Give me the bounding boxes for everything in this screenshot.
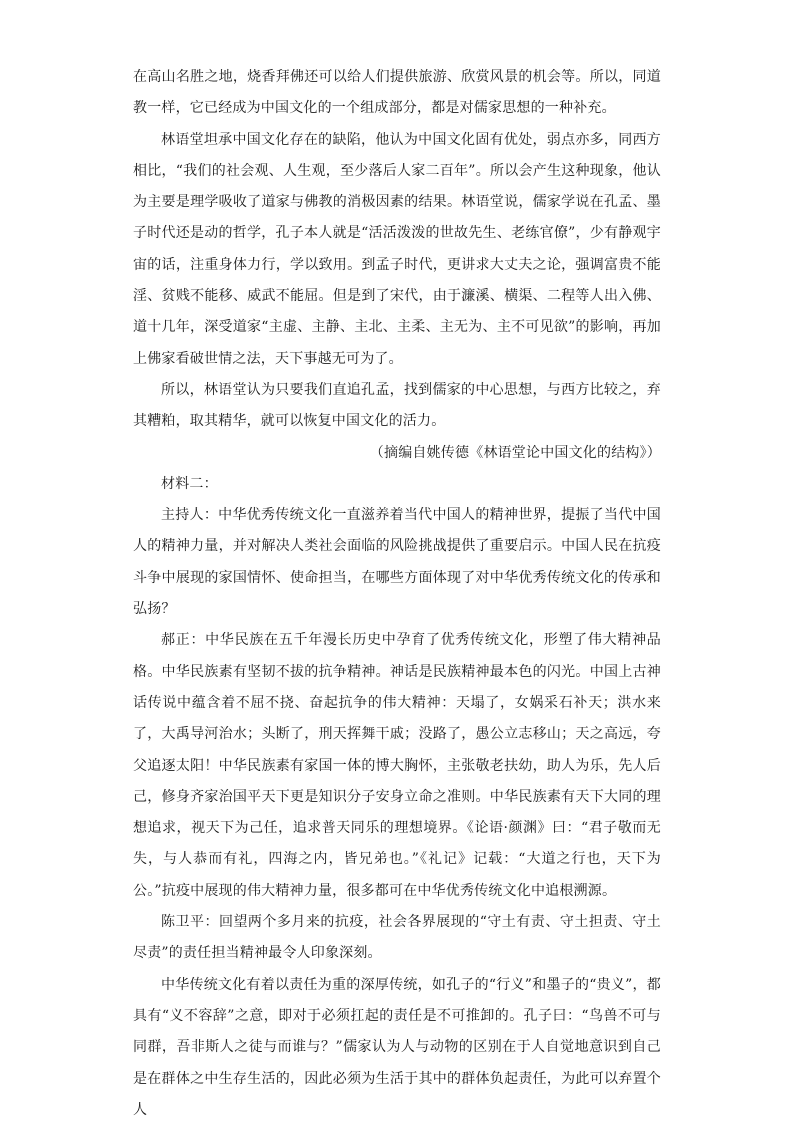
- paragraph-2: 林语堂坦承中国文化存在的缺陷，他认为中国文化固有优处，弱点亦多，同西方相比，“我们的社会观、人生观，至少落后人家二百年”。所以会产生这种现象，他认为主要是理学吸收了道家与佛教的消极因素的结果。林语堂说，儒家学说在孔孟、墨子时代还是动的哲学，孔子本人就是“活活泼泼的世故先生、老练官僚”，少有静观宇宙的话，注重身体力行，学以致用。到孟子时代，更讲求大丈夫之论，强调富贵不能淫、贫贱不能移、威武不能屈。但是到了宋代，由于濂溪、横渠、二程等人出入佛、道十几年，深受道家“主虚、主静、主北、主柔、主无为、主不可见欲”的影响，再加上佛家看破世情之法，天下事越无可为了。: [133, 131, 661, 367]
- paragraph-chen-weiping: 陈卫平：回望两个多月来的抗疫，社会各界展现的“守土有责、守土担责、守土尽责”的责任担当精神最令人印象深刻。: [133, 914, 661, 962]
- section-heading-material-2: 材料二：: [161, 475, 218, 492]
- paragraph-3: 所以，林语堂认为只要我们直追孔孟，找到儒家的中心思想，与西方比较之，弃其糟粕，取其精华，就可以恢复中国文化的活力。: [133, 381, 661, 430]
- paragraph-tradition: 中华传统文化有着以责任为重的深厚传统，如孔子的“行义”和墨子的“贵义”，都具有“义不容辞”之意，即对于必须扛起的责任是不可推卸的。孔子曰：“鸟兽不可与同群，吾非斯人之徒与而谁与？”儒家认为人与动物的区别在于人自觉地意识到自己是在群体之中生存生活的，因此必须为生活于其中的群体负起责任，为此可以弃置个人: [133, 976, 661, 1118]
- paragraph-hao-zheng: 郝正：中华民族在五千年漫长历史中孕育了优秀传统文化，形塑了伟大精神品格。中华民族素有坚韧不拔的抗争精神。神话是民族精神最本色的闪光。中国上古神话传说中蕴含着不屈不挠、奋起抗争的伟大精神：天塌了，女娲采石补天；洪水来了，大禹导河治水；头断了，刑天挥舞干戚；没路了，愚公立志移山；天之高远，夸父追逐太阳！中华民族素有家国一体的博大胸怀，主张敬老扶幼，助人为乐，先人后己，修身齐家治国平天下更是知识分子安身立命之准则。中华民族素有天下大同的理想追求，视天下为己任，追求普天同乐的理想境界。《论语·颜渊》曰：“君子敬而无失，与人恭而有礼，四海之内，皆兄弟也。”《礼记》记载：“大道之行也，天下为公。”抗疫中展现的伟大精神力量，很多都可在中华优秀传统文化中追根溯源。: [133, 632, 661, 899]
- paragraph-host: 主持人：中华优秀传统文化一直滋养着当代中国人的精神世界，提振了当代中国人的精神力量，并对解决人类社会面临的风险挑战提供了重要启示。中国人民在抗疫斗争中展现的家国情怀、使命担当，在哪些方面体现了对中华优秀传统文化的传承和弘扬？: [133, 507, 661, 618]
- document-body: [133, 62, 661, 1126]
- paragraph-1: 在高山名胜之地，烧香拜佛还可以给人们提供旅游、欣赏风景的机会等。所以，同道教一样，它已经成为中国文化的一个组成部分，都是对儒家思想的一种补充。: [133, 69, 661, 117]
- source-citation: （摘编自姚传德《林语堂论中国文化的结构》）: [369, 444, 661, 461]
